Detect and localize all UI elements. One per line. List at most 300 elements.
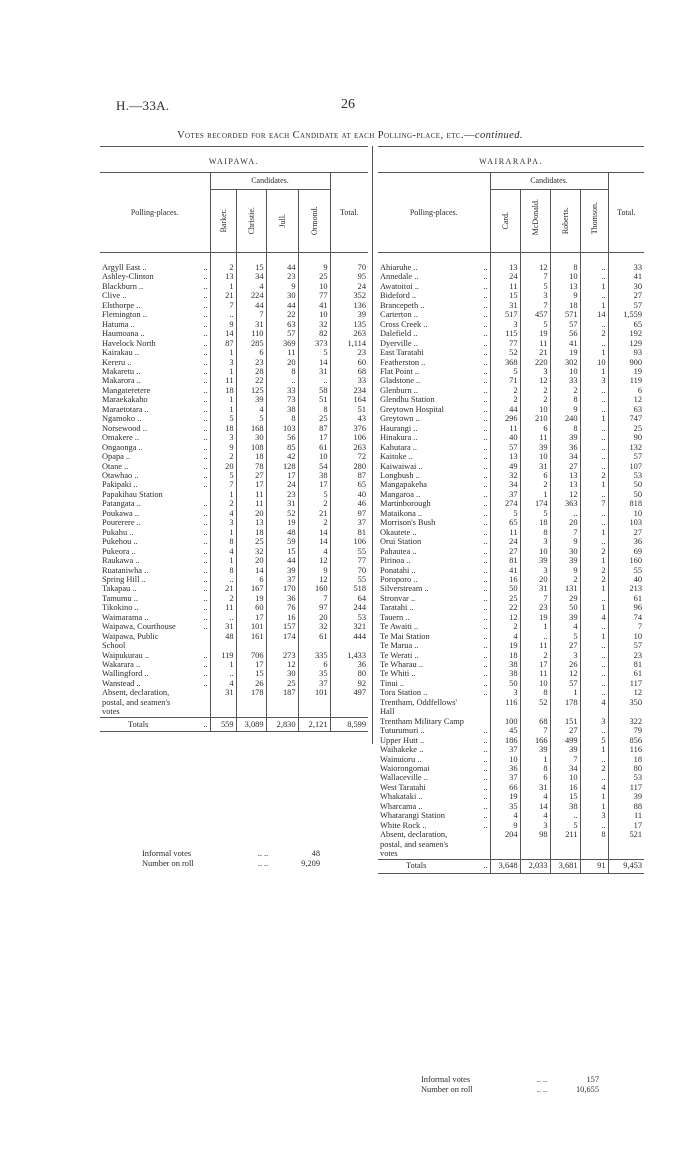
- polling-place-name: Patangata: [102, 499, 135, 509]
- dot-leader: ..: [203, 470, 208, 480]
- polling-place-name: Clive: [102, 291, 121, 301]
- vote-cell: 5: [490, 509, 520, 518]
- dot-leader: ..: [483, 263, 488, 272]
- vote-cell: 186: [490, 736, 520, 745]
- vote-cell: 116: [490, 698, 520, 707]
- vote-cell: 41: [490, 566, 520, 575]
- column-divider: [372, 146, 373, 744]
- vote-cell: 13: [550, 471, 580, 480]
- polling-place-name: Poukawa: [102, 508, 133, 518]
- row-total-cell: 55: [608, 566, 644, 575]
- dot-leader: ..: [203, 584, 208, 594]
- vote-cell: ..: [580, 518, 608, 527]
- table-row: [378, 707, 644, 716]
- polling-place-cell: [378, 613, 490, 622]
- vote-cell: 3: [520, 566, 550, 575]
- polling-place-cell: [378, 320, 490, 329]
- dot-leader: ..: [413, 329, 418, 339]
- vote-cell: 68: [520, 717, 550, 726]
- table-row: [100, 490, 368, 499]
- row-total-cell: 27: [608, 291, 644, 300]
- vote-cell: ..: [210, 575, 236, 584]
- vote-cell: 76: [266, 603, 298, 612]
- dot-leader: ..: [418, 660, 423, 670]
- vote-cell: 5: [210, 414, 236, 423]
- vote-cell: 38: [550, 802, 580, 811]
- vote-cell: 8: [550, 395, 580, 404]
- vote-cell: 373: [298, 339, 330, 348]
- vote-cell: 22: [236, 376, 266, 385]
- polling-place-cell: [100, 537, 210, 546]
- vote-cell: 1: [580, 367, 608, 376]
- row-total-cell: 63: [608, 405, 644, 414]
- dot-leader: ..: [419, 745, 424, 755]
- dot-leader: ..: [411, 669, 416, 679]
- row-total-cell: 68: [330, 367, 368, 376]
- polling-place-name: Tikokino: [102, 603, 133, 613]
- vote-cell: ..: [580, 263, 608, 272]
- table-row: [100, 688, 368, 697]
- polling-place-name: Waipukurau: [102, 650, 143, 660]
- row-total-cell: 53: [608, 773, 644, 782]
- polling-place-name: Wakarara: [102, 660, 134, 670]
- dot-leader: ..: [483, 556, 488, 566]
- table-row: [378, 414, 644, 423]
- vote-cell: 1: [210, 528, 236, 537]
- dot-leader: ..: [133, 593, 138, 603]
- vote-cell: 57: [550, 320, 580, 329]
- vote-cell: 23: [236, 358, 266, 367]
- table-row: [378, 509, 644, 518]
- table-row: [378, 376, 644, 385]
- table-row: [100, 471, 368, 480]
- vote-cell: 4: [210, 547, 236, 556]
- dot-leader: ..: [413, 423, 418, 433]
- row-total-cell: 1,114: [330, 339, 368, 348]
- vote-cell: 17: [298, 433, 330, 442]
- polling-place-cell: [378, 424, 490, 433]
- vote-cell: 3: [210, 433, 236, 442]
- polling-place-cell: [378, 376, 490, 385]
- vote-cell: 9: [550, 291, 580, 300]
- row-total-cell: [608, 840, 644, 849]
- vote-cell: 71: [490, 376, 520, 385]
- row-total-cell: 43: [330, 414, 368, 423]
- row-total-cell: 280: [330, 462, 368, 471]
- spacer-cell: [608, 253, 644, 264]
- polling-place-cell: [378, 811, 490, 820]
- polling-place-name: Wharcama: [380, 801, 417, 811]
- row-total-cell: 80: [330, 669, 368, 678]
- vote-cell: ..: [210, 613, 236, 622]
- vote-cell: 2: [520, 651, 550, 660]
- vote-cell: 39: [520, 443, 550, 452]
- polling-places-header: Polling-places.: [378, 173, 490, 253]
- table-row: [378, 499, 644, 508]
- vote-cell: 296: [490, 414, 520, 423]
- vote-cell: 48: [266, 528, 298, 537]
- polling-place-cell: [378, 471, 490, 480]
- polling-place-cell: [378, 452, 490, 461]
- dot-leader: ..: [483, 861, 488, 871]
- vote-cell: 4: [298, 547, 330, 556]
- vote-cell: 1: [580, 414, 608, 423]
- row-total-cell: 64: [330, 594, 368, 603]
- table-row: [100, 386, 368, 395]
- dot-leader: ..: [409, 603, 414, 613]
- vote-cell: 56: [550, 329, 580, 338]
- dot-leader: ..: [483, 433, 488, 443]
- totals-row: [100, 717, 368, 731]
- polling-place-cell: [100, 575, 210, 584]
- spacer-cell: [298, 253, 330, 264]
- vote-cell: ..: [580, 537, 608, 546]
- polling-place-cell: [378, 291, 490, 300]
- dot-leader: ..: [483, 688, 488, 698]
- dot-leader: ..: [483, 319, 488, 329]
- dot-leader: ..: [422, 820, 427, 830]
- vote-cell: ..: [580, 272, 608, 281]
- table-row: [100, 660, 368, 669]
- vote-cell: ..: [580, 773, 608, 782]
- vote-cell: 8: [550, 263, 580, 272]
- dot-leader: ..: [125, 452, 131, 462]
- table-row: [100, 480, 368, 489]
- vote-cell: 10: [550, 773, 580, 782]
- vote-cell: 3: [580, 717, 608, 726]
- vote-cell: [266, 641, 298, 650]
- vote-cell: 7: [210, 480, 236, 489]
- polling-place-name: Orui Station: [380, 537, 422, 547]
- polling-place-name: Trentham, Oddfellows': [380, 697, 458, 707]
- vote-cell: [550, 840, 580, 849]
- table-row: [378, 443, 644, 452]
- table-row: [100, 622, 368, 631]
- candidate-total-cell: 91: [580, 859, 608, 873]
- polling-place-cell: [378, 821, 490, 830]
- row-total-cell: 50: [608, 480, 644, 489]
- vote-cell: 31: [298, 367, 330, 376]
- candidate-header: Roberts.: [550, 190, 580, 253]
- table-row: [378, 386, 644, 395]
- spacer-cell: [266, 253, 298, 264]
- vote-cell: 2: [490, 386, 520, 395]
- spacer-cell: [330, 253, 368, 264]
- grand-total-cell: 9,453: [608, 859, 644, 873]
- vote-cell: 37: [490, 745, 520, 754]
- polling-place-cell: [378, 282, 490, 291]
- table-row: [378, 773, 644, 782]
- vote-cell: 170: [266, 584, 298, 593]
- table-row: [100, 669, 368, 678]
- polling-place-cell: [100, 669, 210, 678]
- polling-place-cell: [378, 301, 490, 310]
- table-row: [100, 556, 368, 565]
- vote-cell: [236, 698, 266, 707]
- polling-place-cell: [100, 433, 210, 442]
- vote-cell: 19: [490, 641, 520, 650]
- vote-cell: 11: [236, 499, 266, 508]
- polling-place-name: Ruataniwha: [102, 565, 143, 575]
- dot-leader: ..: [203, 565, 208, 575]
- vote-cell: [550, 707, 580, 716]
- dot-leader: ..: [412, 442, 417, 452]
- dot-leader: ..: [483, 357, 488, 367]
- polling-place-name: Dyerville: [380, 338, 412, 348]
- vote-cell: 10: [298, 452, 330, 461]
- vote-cell: 240: [550, 414, 580, 423]
- polling-place-name: Awatoitoi: [380, 281, 413, 291]
- polling-place-name: Ashley-Clinton: [102, 272, 154, 282]
- dot-leader: .. ..: [536, 1085, 548, 1094]
- vote-cell: 39: [550, 433, 580, 442]
- vote-cell: 12: [550, 669, 580, 678]
- table-row: [100, 462, 368, 471]
- polling-place-cell: [378, 358, 490, 367]
- vote-cell: 16: [266, 613, 298, 622]
- vote-cell: 5: [236, 414, 266, 423]
- row-total-cell: 27: [608, 528, 644, 537]
- dot-leader: ..: [483, 338, 488, 348]
- polling-place-name: Ahiaruhe: [380, 263, 412, 272]
- vote-cell: 2: [210, 452, 236, 461]
- vote-cell: 7: [520, 594, 550, 603]
- dot-leader: ..: [414, 272, 419, 282]
- dot-leader: ..: [420, 735, 425, 745]
- polling-place-cell: [378, 433, 490, 442]
- table-row: [100, 320, 368, 329]
- vote-cell: 11: [490, 528, 520, 537]
- polling-place-cell: [100, 301, 210, 310]
- polling-place-cell: [378, 717, 490, 726]
- polling-place-name: Flat Point: [380, 366, 413, 376]
- dot-leader: ..: [420, 726, 425, 736]
- row-total-cell: 19: [608, 367, 644, 376]
- row-total-cell: 87: [330, 471, 368, 480]
- vote-cell: 11: [490, 424, 520, 433]
- informal-label: Informal votes: [421, 1075, 471, 1084]
- polling-place-cell: [378, 537, 490, 546]
- vote-cell: 7: [298, 594, 330, 603]
- vote-cell: 60: [236, 603, 266, 612]
- row-total-cell: 81: [330, 528, 368, 537]
- vote-cell: 33: [266, 386, 298, 395]
- vote-cell: 66: [490, 783, 520, 792]
- vote-cell: 20: [210, 462, 236, 471]
- vote-cell: 499: [550, 736, 580, 745]
- vote-cell: ..: [210, 310, 236, 319]
- polling-place-name: Pourerere: [102, 518, 135, 528]
- vote-cell: 78: [236, 462, 266, 471]
- vote-cell: 7: [520, 272, 550, 281]
- vote-cell: 204: [490, 830, 520, 839]
- vote-cell: 24: [266, 480, 298, 489]
- polling-place-cell: [378, 669, 490, 678]
- vote-cell: 13: [210, 272, 236, 281]
- dot-leader: ..: [483, 801, 488, 811]
- dot-leader: ..: [203, 404, 208, 414]
- vote-cell: 37: [490, 773, 520, 782]
- dot-leader: .. ..: [536, 1075, 548, 1084]
- table-row: [378, 726, 644, 735]
- vote-cell: 11: [236, 490, 266, 499]
- vote-cell: 5: [298, 348, 330, 357]
- polling-place-name: Ponatahi: [380, 565, 410, 575]
- vote-cell: [490, 707, 520, 716]
- vote-cell: 34: [490, 480, 520, 489]
- vote-cell: 10: [490, 755, 520, 764]
- polling-place-cell: [100, 632, 210, 641]
- vote-cell: 10: [520, 452, 550, 461]
- vote-cell: 50: [550, 603, 580, 612]
- polling-place-name: Bideford: [380, 291, 410, 301]
- dot-leader: ..: [413, 338, 418, 348]
- vote-cell: 27: [550, 641, 580, 650]
- dot-leader: ..: [483, 300, 488, 310]
- dot-leader: ..: [483, 726, 488, 736]
- vote-cell: 19: [490, 792, 520, 801]
- table-row: [378, 528, 644, 537]
- vote-cell: 30: [550, 547, 580, 556]
- polling-place-cell: [100, 584, 210, 593]
- table-row: [378, 433, 644, 442]
- vote-cell: 157: [266, 622, 298, 631]
- vote-cell: 21: [210, 584, 236, 593]
- dot-leader: ..: [137, 414, 142, 424]
- vote-cell: ..: [580, 651, 608, 660]
- vote-cell: 2: [490, 622, 520, 631]
- dot-leader: ..: [130, 319, 135, 329]
- vote-cell: 11: [210, 376, 236, 385]
- table-row: [378, 622, 644, 631]
- dot-leader: ..: [483, 329, 488, 339]
- vote-cell: 5: [298, 490, 330, 499]
- vote-cell: 3: [520, 821, 550, 830]
- row-total-cell: 747: [608, 414, 644, 423]
- table-row: [100, 405, 368, 414]
- vote-cell: 211: [550, 830, 580, 839]
- vote-cell: 1: [210, 395, 236, 404]
- polling-place-name: postal, and seamen's: [102, 697, 171, 707]
- polling-place-cell: [100, 263, 210, 272]
- totals-label: Totals: [406, 861, 427, 871]
- vote-cell: 6: [298, 660, 330, 669]
- table-row: [100, 679, 368, 688]
- vote-cell: 2: [210, 594, 236, 603]
- vote-cell: 19: [550, 348, 580, 357]
- vote-cell: 273: [266, 651, 298, 660]
- vote-cell: 166: [520, 736, 550, 745]
- row-total-cell: 93: [608, 348, 644, 357]
- vote-cell: 18: [236, 452, 266, 461]
- vote-cell: 57: [490, 443, 520, 452]
- row-total-cell: 57: [608, 641, 644, 650]
- polling-place-cell: [378, 509, 490, 518]
- polling-place-name: Maraekakaho: [102, 395, 148, 405]
- polling-place-name: Makaretu: [102, 366, 135, 376]
- vote-cell: 9: [298, 263, 330, 272]
- dot-leader: ..: [141, 574, 146, 584]
- dot-leader: ..: [203, 272, 208, 282]
- polling-place-cell: [100, 641, 210, 650]
- dot-leader: ..: [412, 546, 417, 556]
- vote-cell: 17: [236, 613, 266, 622]
- vote-cell: 14: [520, 802, 550, 811]
- row-total-cell: 50: [608, 490, 644, 499]
- row-total-cell: [608, 707, 644, 716]
- polling-place-name: Otane: [102, 461, 122, 471]
- dot-leader: ..: [423, 688, 428, 698]
- vote-cell: 9: [210, 443, 236, 452]
- polling-place-name: Pakipaki: [102, 480, 132, 490]
- table-row: [378, 821, 644, 830]
- row-total-cell: 6: [608, 386, 644, 395]
- table-row: [378, 745, 644, 754]
- vote-cell: 30: [266, 669, 298, 678]
- vote-cell: 5: [490, 367, 520, 376]
- dot-leader: ..: [142, 263, 147, 272]
- vote-cell: 18: [236, 528, 266, 537]
- polling-place-cell: [100, 499, 210, 508]
- dot-leader: ..: [411, 565, 416, 575]
- vote-cell: 31: [236, 320, 266, 329]
- table-row: [378, 641, 644, 650]
- row-total-cell: 33: [330, 376, 368, 385]
- polling-place-cell: [100, 282, 210, 291]
- dot-leader: ..: [405, 612, 410, 622]
- vote-cell: 13: [490, 263, 520, 272]
- polling-place-cell: [100, 528, 210, 537]
- polling-place-name: Havelock North: [102, 338, 156, 348]
- polling-place-cell: [378, 329, 490, 338]
- table-row: [378, 566, 644, 575]
- row-total-cell: 263: [330, 443, 368, 452]
- polling-place-name: Poroporo: [380, 574, 412, 584]
- polling-place-name: Carterton: [380, 310, 412, 320]
- vote-cell: 20: [266, 358, 298, 367]
- dot-leader: ..: [203, 508, 208, 518]
- polling-place-name: Pukeora: [102, 546, 130, 556]
- dot-leader: ..: [410, 593, 416, 603]
- vote-cell: 87: [210, 339, 236, 348]
- dot-leader: ..: [416, 376, 421, 386]
- row-total-cell: 74: [608, 613, 644, 622]
- polling-place-name: Whakataki: [380, 792, 417, 802]
- vote-cell: 52: [490, 348, 520, 357]
- vote-cell: 31: [520, 783, 550, 792]
- table-row: [378, 329, 644, 338]
- dot-leader: ..: [406, 556, 411, 566]
- vote-cell: 1: [210, 405, 236, 414]
- subtitle-main: Votes recorded for each Candidate at each Polling-place, etc.—: [177, 130, 475, 141]
- vote-cell: 21: [298, 509, 330, 518]
- vote-cell: 50: [490, 584, 520, 593]
- candidate-total-cell: 3,681: [550, 859, 580, 873]
- vote-cell: 14: [298, 358, 330, 367]
- polling-place-name: Maraetotara: [102, 404, 143, 414]
- row-total-cell: 65: [330, 480, 368, 489]
- polling-place-cell: [378, 641, 490, 650]
- vote-cell: 3: [520, 367, 550, 376]
- vote-cell: 20: [236, 556, 266, 565]
- vote-cell: 20: [236, 509, 266, 518]
- row-total-cell: 96: [608, 603, 644, 612]
- polling-place-name: Argyll East: [102, 263, 141, 272]
- table-row: [378, 320, 644, 329]
- polling-place-name: Cross Creek: [380, 319, 422, 329]
- vote-cell: 39: [520, 745, 550, 754]
- dot-leader: ..: [483, 669, 488, 679]
